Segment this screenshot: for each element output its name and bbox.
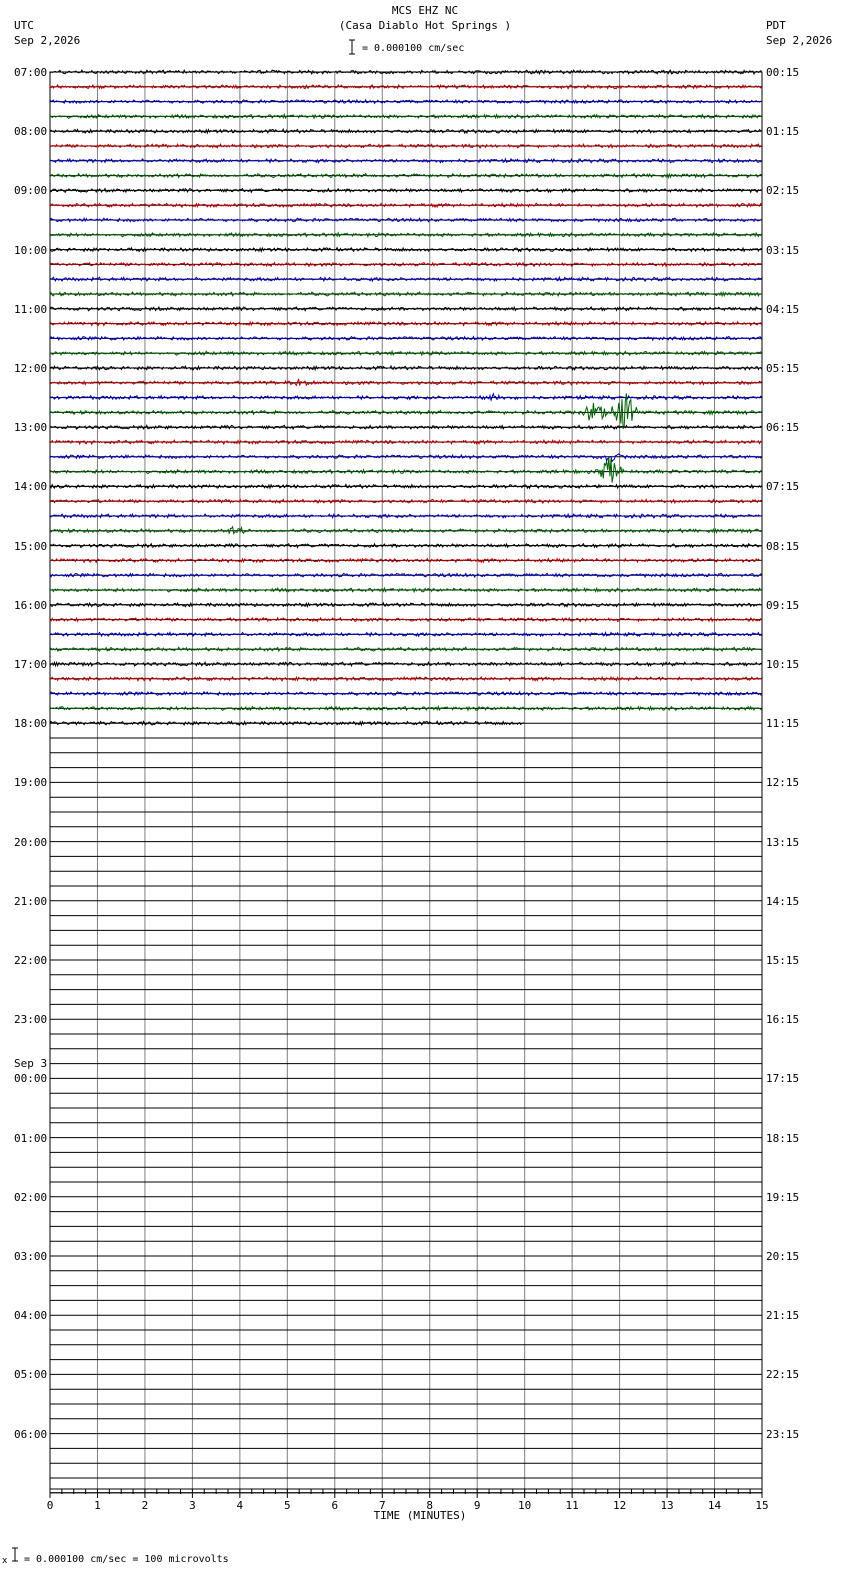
pdt-hour-label: 21:15 bbox=[766, 1309, 800, 1323]
location-subtitle: (Casa Diablo Hot Springs ) bbox=[338, 19, 512, 32]
utc-hour-label: 01:00 bbox=[14, 1131, 48, 1145]
pdt-hour-label: 16:15 bbox=[766, 1013, 800, 1027]
utc-hour-label: 18:00 bbox=[14, 717, 48, 731]
utc-hour-label: 12:00 bbox=[14, 362, 48, 375]
trace-row bbox=[50, 544, 762, 548]
x-tick-label: 14 bbox=[707, 1499, 722, 1512]
pdt-hour-label: 11:15 bbox=[766, 717, 800, 731]
utc-hour-label: 08:00 bbox=[14, 125, 48, 139]
right-timezone: PDT bbox=[766, 19, 786, 32]
x-tick-label: 10 bbox=[518, 1499, 532, 1512]
utc-hour-label: 14:00 bbox=[14, 480, 48, 494]
pdt-hour-label: 03:15 bbox=[766, 243, 800, 257]
utc-hour-label: 04:00 bbox=[14, 1309, 48, 1323]
pdt-hour-label: 07:15 bbox=[766, 480, 800, 494]
trace-row bbox=[50, 379, 762, 386]
pdt-hour-label: 18:15 bbox=[766, 1131, 800, 1145]
pdt-hour-label: 14:15 bbox=[766, 894, 800, 908]
right-date: Sep 2,2026 bbox=[766, 34, 833, 47]
x-tick-label: 5 bbox=[284, 1499, 291, 1512]
trace-row bbox=[50, 248, 762, 252]
footer-scale-note: = 0.000100 cm/sec = 100 microvolts bbox=[24, 1554, 229, 1565]
pdt-hour-label: 04:15 bbox=[766, 302, 800, 316]
utc-hour-label: 10:00 bbox=[14, 243, 48, 257]
utc-hour-label: 23:00 bbox=[14, 1013, 48, 1027]
x-tick-label: 12 bbox=[612, 1499, 627, 1512]
scale-label: = 0.000100 cm/sec bbox=[362, 43, 465, 54]
pdt-hour-label: 05:15 bbox=[766, 362, 800, 375]
trace-row bbox=[50, 677, 762, 681]
utc-hour-label: 20:00 bbox=[14, 835, 48, 849]
trace-row bbox=[50, 307, 762, 311]
utc-hour-label: 05:00 bbox=[14, 1368, 48, 1382]
utc-hour-label: 00:00 bbox=[14, 1072, 48, 1086]
pdt-hour-label: 01:15 bbox=[766, 125, 800, 139]
footer-scale-marker: x bbox=[2, 1556, 8, 1566]
trace-row bbox=[50, 499, 762, 503]
pdt-hour-label: 06:15 bbox=[766, 421, 800, 435]
trace-row bbox=[50, 707, 762, 711]
utc-hour-label: 07:00 bbox=[14, 66, 48, 79]
pdt-hour-label: 12:15 bbox=[766, 776, 800, 790]
utc-hour-label: 19:00 bbox=[14, 776, 48, 790]
utc-hour-label: 15:00 bbox=[14, 539, 48, 553]
pdt-hour-label: 15:15 bbox=[766, 954, 800, 967]
trace-row bbox=[50, 174, 762, 178]
pdt-hour-label: 09:15 bbox=[766, 598, 800, 612]
station-title: MCS EHZ NC bbox=[391, 4, 459, 17]
x-tick-label: 2 bbox=[141, 1499, 149, 1512]
pdt-hour-label: 10:15 bbox=[766, 658, 800, 671]
pdt-hour-label: 17:15 bbox=[766, 1072, 800, 1086]
trace-row bbox=[50, 514, 762, 518]
trace-row bbox=[50, 454, 762, 462]
utc-hour-label: 13:00 bbox=[14, 421, 48, 435]
trace-row bbox=[50, 440, 762, 444]
trace-row bbox=[50, 457, 762, 482]
utc-hour-label: 06:00 bbox=[14, 1427, 48, 1441]
trace-row bbox=[50, 115, 762, 119]
x-axis-title: TIME (MINUTES) bbox=[373, 1509, 467, 1522]
trace-row bbox=[50, 394, 762, 400]
utc-hour-label: 02:00 bbox=[14, 1190, 48, 1204]
x-tick-label: 0 bbox=[46, 1499, 54, 1512]
pdt-hour-label: 08:15 bbox=[766, 539, 800, 553]
utc-hour-label: 11:00 bbox=[14, 302, 48, 316]
trace-row bbox=[50, 603, 762, 607]
day-change-label: Sep 3 bbox=[14, 1057, 48, 1071]
x-tick-label: 13 bbox=[660, 1499, 674, 1512]
utc-hour-label: 17:00 bbox=[14, 658, 48, 671]
utc-hour-label: 03:00 bbox=[14, 1250, 48, 1263]
pdt-hour-label: 02:15 bbox=[766, 184, 800, 198]
left-timezone: UTC bbox=[14, 19, 34, 32]
x-tick-label: 6 bbox=[331, 1499, 339, 1512]
x-tick-label: 4 bbox=[236, 1499, 244, 1512]
trace-row bbox=[50, 662, 762, 666]
x-tick-label: 7 bbox=[378, 1499, 386, 1512]
pdt-hour-label: 23:15 bbox=[766, 1427, 800, 1441]
x-tick-label: 8 bbox=[426, 1499, 434, 1512]
utc-hour-label: 09:00 bbox=[14, 184, 48, 198]
header-scale-bar bbox=[349, 40, 355, 54]
x-tick-label: 11 bbox=[565, 1499, 579, 1512]
footer-scale-bar bbox=[12, 1548, 18, 1561]
pdt-hour-label: 19:15 bbox=[766, 1190, 800, 1204]
pdt-hour-label: 13:15 bbox=[766, 835, 800, 849]
trace-row bbox=[50, 527, 762, 534]
pdt-hour-label: 20:15 bbox=[766, 1250, 800, 1263]
pdt-hour-label: 22:15 bbox=[766, 1368, 800, 1382]
x-tick-label: 3 bbox=[189, 1499, 196, 1512]
utc-hour-label: 22:00 bbox=[14, 954, 48, 967]
utc-hour-label: 16:00 bbox=[14, 598, 48, 612]
utc-hour-label: 21:00 bbox=[14, 894, 48, 908]
x-tick-label: 1 bbox=[94, 1499, 101, 1512]
pdt-hour-label: 00:15 bbox=[766, 66, 800, 79]
x-tick-label: 9 bbox=[473, 1499, 481, 1512]
x-tick-label: 15 bbox=[755, 1499, 769, 1512]
grid bbox=[50, 72, 762, 1493]
trace-row bbox=[50, 393, 762, 428]
trace-row bbox=[50, 85, 762, 89]
left-date: Sep 2,2026 bbox=[14, 34, 81, 47]
